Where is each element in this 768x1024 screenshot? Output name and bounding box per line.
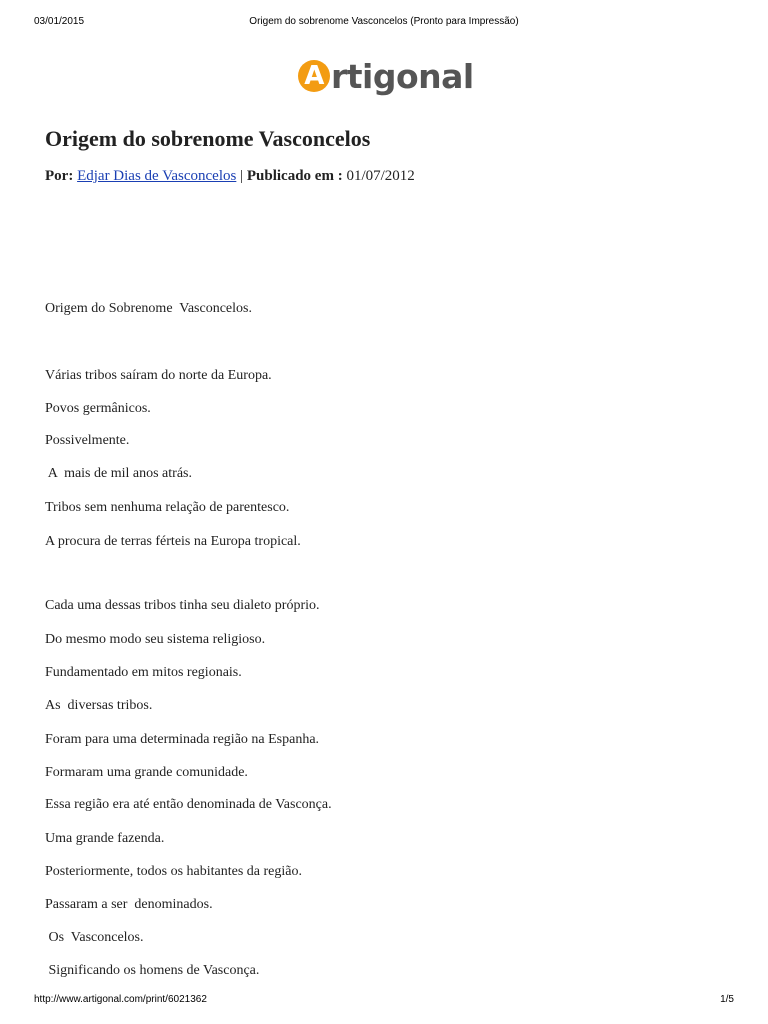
body-line: Formaram uma grande comunidade. [45,765,248,780]
print-date: 03/01/2015 [34,16,85,27]
author-link[interactable]: Edjar Dias de Vasconcelos [77,168,237,184]
body-line: Os Vasconcelos. [45,930,144,945]
article-title: Origem do sobrenome Vasconcelos [45,126,371,151]
body-line: Posteriormente, todos os habitantes da região. [45,864,302,879]
body-line: Tribos sem nenhuma relação de parentesco. [45,500,290,515]
body-line: Povos germânicos. [45,401,151,416]
body-line: As diversas tribos. [45,698,153,713]
published-label: Publicado em : [246,168,343,184]
logo-wordmark: rtigonal [331,56,474,96]
body-line: Uma grande fazenda. [45,831,165,846]
body-line: Essa região era até então denominada de Vasconça. [45,797,332,812]
byline-by-label: Por: [45,168,74,184]
body-line: Várias tribos saíram do norte da Europa. [45,368,272,383]
body-line: Possivelmente. [45,433,130,448]
byline [45,168,415,185]
body-line: Do mesmo modo seu sistema religioso. [45,632,266,647]
body-line: Significando os homens de Vasconça. [45,963,260,978]
logo-letter-icon: A [298,60,330,92]
body-line: Fundamentado em mitos regionais. [45,665,242,680]
print-url[interactable]: http://www.artigonal.com/print/6021362 [34,994,207,1005]
page-number: 1/5 [720,994,734,1005]
byline-separator: | [240,168,244,184]
body-line: Origem do Sobrenome Vasconcelos. [45,301,252,316]
body-line: A mais de mil anos atrás. [45,466,192,481]
body-line: A procura de terras férteis na Europa tropical. [45,534,301,549]
body-line: Cada uma dessas tribos tinha seu dialeto próprio. [45,598,320,613]
artigonal-logo[interactable] [298,56,474,96]
body-line: Foram para uma determinada região na Espanha. [45,732,320,747]
published-date: 01/07/2012 [346,168,415,184]
print-document-title: Origem do sobrenome Vasconcelos (Pronto para Impressão) [249,16,519,27]
body-line: Passaram a ser denominados. [45,897,213,912]
